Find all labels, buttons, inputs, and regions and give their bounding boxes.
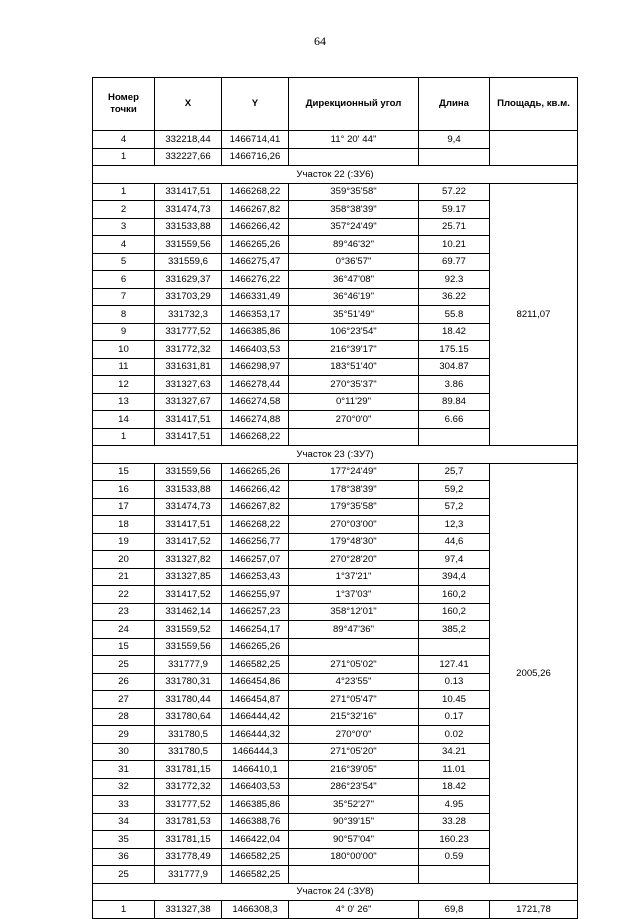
cell-direction-angle: 358°12'01" — [289, 603, 419, 621]
cell-y: 1466454,87 — [222, 691, 289, 709]
cell-direction-angle: 357°24'49" — [289, 218, 419, 236]
cell-direction-angle: 271°05'02" — [289, 656, 419, 674]
cell-direction-angle: 177°24'49" — [289, 463, 419, 481]
cell-point-number: 21 — [93, 568, 155, 586]
cell-length: 127.41 — [419, 656, 490, 674]
cell-x: 331533,88 — [155, 218, 222, 236]
cell-length: 394,4 — [419, 568, 490, 586]
cell-y: 1466582,25 — [222, 656, 289, 674]
cell-length: 18.42 — [419, 778, 490, 796]
cell-y: 1466268,22 — [222, 516, 289, 534]
cell-point-number: 20 — [93, 551, 155, 569]
cell-y: 1466255,97 — [222, 586, 289, 604]
cell-y: 1466403,53 — [222, 778, 289, 796]
table-row — [93, 183, 578, 201]
cell-direction-angle: 270°35'37" — [289, 376, 419, 394]
cell-y: 1466331,49 — [222, 288, 289, 306]
cell-x: 331778,49 — [155, 848, 222, 866]
cell-length — [419, 866, 490, 884]
cell-y: 1466714,41 — [222, 131, 289, 149]
cell-point-number: 35 — [93, 831, 155, 849]
cell-length: 9,4 — [419, 131, 490, 149]
cell-length: 304.87 — [419, 358, 490, 376]
cell-y: 1466266,42 — [222, 218, 289, 236]
cell-direction-angle: 4° 0' 26" — [289, 901, 419, 919]
cell-point-number: 34 — [93, 813, 155, 831]
cell-direction-angle — [289, 148, 419, 166]
cell-y: 1466353,17 — [222, 306, 289, 324]
cell-x: 331777,52 — [155, 323, 222, 341]
cell-x: 331462,14 — [155, 603, 222, 621]
cell-direction-angle: 11° 20' 44" — [289, 131, 419, 149]
cell-x: 331780,5 — [155, 726, 222, 744]
cell-length: 160,2 — [419, 603, 490, 621]
cell-direction-angle: 178°38'39" — [289, 481, 419, 499]
cell-y: 1466253,43 — [222, 568, 289, 586]
header-row — [93, 78, 578, 131]
cell-point-number: 24 — [93, 621, 155, 639]
cell-direction-angle: 286°23'54" — [289, 778, 419, 796]
cell-length: 0.17 — [419, 708, 490, 726]
cell-point-number: 5 — [93, 253, 155, 271]
cell-y: 1466275,47 — [222, 253, 289, 271]
cell-length: 0.02 — [419, 726, 490, 744]
cell-x: 331781,15 — [155, 761, 222, 779]
cell-y: 1466444,3 — [222, 743, 289, 761]
cell-length: 4.95 — [419, 796, 490, 814]
cell-length: 0.59 — [419, 848, 490, 866]
cell-y: 1466582,25 — [222, 848, 289, 866]
cell-direction-angle: 179°35'58" — [289, 498, 419, 516]
cell-x: 331703,29 — [155, 288, 222, 306]
coordinates-table — [92, 77, 578, 919]
cell-length: 34.21 — [419, 743, 490, 761]
cell-y: 1466257,07 — [222, 551, 289, 569]
header-point-number: Номер точки — [93, 78, 155, 131]
cell-point-number: 12 — [93, 376, 155, 394]
cell-length: 33.28 — [419, 813, 490, 831]
cell-length: 59.17 — [419, 201, 490, 219]
cell-point-number: 9 — [93, 323, 155, 341]
cell-direction-angle: 358°38'39" — [289, 201, 419, 219]
cell-x: 331777,52 — [155, 796, 222, 814]
cell-x: 331780,31 — [155, 673, 222, 691]
cell-direction-angle: 1°37'21" — [289, 568, 419, 586]
cell-x: 331417,51 — [155, 183, 222, 201]
cell-direction-angle: 216°39'05" — [289, 761, 419, 779]
cell-direction-angle: 270°0'0" — [289, 411, 419, 429]
cell-point-number: 19 — [93, 533, 155, 551]
cell-point-number: 14 — [93, 411, 155, 429]
table-body — [93, 131, 578, 919]
cell-direction-angle: 89°47'36" — [289, 621, 419, 639]
cell-length — [419, 148, 490, 166]
cell-point-number: 32 — [93, 778, 155, 796]
cell-point-number: 33 — [93, 796, 155, 814]
cell-length: 25,7 — [419, 463, 490, 481]
cell-y: 1466265,26 — [222, 638, 289, 656]
cell-point-number: 4 — [93, 131, 155, 149]
cell-point-number: 26 — [93, 673, 155, 691]
cell-y: 1466444,42 — [222, 708, 289, 726]
cell-direction-angle — [289, 866, 419, 884]
cell-length: 3.86 — [419, 376, 490, 394]
table-row — [93, 131, 578, 149]
cell-point-number: 10 — [93, 341, 155, 359]
cell-y: 1466385,86 — [222, 796, 289, 814]
cell-point-number: 11 — [93, 358, 155, 376]
cell-y: 1466257,23 — [222, 603, 289, 621]
cell-point-number: 36 — [93, 848, 155, 866]
cell-direction-angle: 215°32'16" — [289, 708, 419, 726]
cell-point-number: 13 — [93, 393, 155, 411]
cell-area: 1721,78 — [490, 901, 578, 919]
cell-length: 69.77 — [419, 253, 490, 271]
table-row — [93, 901, 578, 919]
cell-length: 0.13 — [419, 673, 490, 691]
cell-point-number: 15 — [93, 638, 155, 656]
cell-direction-angle: 271°05'20" — [289, 743, 419, 761]
cell-direction-angle: 90°57'04" — [289, 831, 419, 849]
cell-point-number: 3 — [93, 218, 155, 236]
cell-point-number: 28 — [93, 708, 155, 726]
cell-y: 1466276,22 — [222, 271, 289, 289]
cell-x: 331559,56 — [155, 463, 222, 481]
cell-x: 331559,52 — [155, 621, 222, 639]
cell-direction-angle — [289, 638, 419, 656]
cell-y: 1466716,26 — [222, 148, 289, 166]
cell-area: 2005,26 — [490, 463, 578, 883]
cell-length: 6.66 — [419, 411, 490, 429]
cell-length: 36.22 — [419, 288, 490, 306]
table-row — [93, 463, 578, 481]
cell-x: 331417,52 — [155, 586, 222, 604]
cell-direction-angle: 36°46'19" — [289, 288, 419, 306]
header-x: X — [155, 78, 222, 131]
cell-length: 385,2 — [419, 621, 490, 639]
cell-x: 331780,44 — [155, 691, 222, 709]
cell-direction-angle — [289, 428, 419, 446]
cell-length: 69,8 — [419, 901, 490, 919]
cell-direction-angle: 183°51'40" — [289, 358, 419, 376]
cell-x: 331732,3 — [155, 306, 222, 324]
cell-y: 1466298,97 — [222, 358, 289, 376]
cell-point-number: 30 — [93, 743, 155, 761]
cell-y: 1466267,82 — [222, 498, 289, 516]
cell-direction-angle: 216°39'17" — [289, 341, 419, 359]
cell-length: 97,4 — [419, 551, 490, 569]
cell-x: 331417,51 — [155, 516, 222, 534]
cell-point-number: 2 — [93, 201, 155, 219]
cell-length: 55.8 — [419, 306, 490, 324]
cell-y: 1466274,58 — [222, 393, 289, 411]
cell-y: 1466266,42 — [222, 481, 289, 499]
cell-x: 331559,6 — [155, 253, 222, 271]
cell-area: 8211,07 — [490, 183, 578, 446]
cell-length: 10.45 — [419, 691, 490, 709]
cell-direction-angle: 270°03'00" — [289, 516, 419, 534]
cell-direction-angle: 90°39'15" — [289, 813, 419, 831]
cell-length: 89.84 — [419, 393, 490, 411]
section-title: Участок 23 (:ЗУ7) — [93, 446, 578, 464]
cell-x: 331772,32 — [155, 778, 222, 796]
cell-y: 1466254,17 — [222, 621, 289, 639]
header-length: Длина — [419, 78, 490, 131]
cell-point-number: 1 — [93, 183, 155, 201]
cell-point-number: 8 — [93, 306, 155, 324]
cell-point-number: 27 — [93, 691, 155, 709]
cell-direction-angle: 0°36'57" — [289, 253, 419, 271]
cell-direction-angle: 0°11'29" — [289, 393, 419, 411]
cell-y: 1466308,3 — [222, 901, 289, 919]
header-area: Площадь, кв.м. — [490, 78, 578, 131]
cell-x: 331781,15 — [155, 831, 222, 849]
cell-length: 92.3 — [419, 271, 490, 289]
page-number: 64 — [314, 34, 326, 48]
cell-y: 1466274,88 — [222, 411, 289, 429]
cell-length: 44,6 — [419, 533, 490, 551]
cell-x: 331474,73 — [155, 201, 222, 219]
cell-x: 331781,53 — [155, 813, 222, 831]
cell-point-number: 18 — [93, 516, 155, 534]
cell-direction-angle: 35°52'27" — [289, 796, 419, 814]
section-title: Участок 24 (:ЗУ8) — [93, 883, 578, 901]
cell-y: 1466422,04 — [222, 831, 289, 849]
cell-x: 331474,73 — [155, 498, 222, 516]
cell-x: 331327,63 — [155, 376, 222, 394]
cell-y: 1466388,76 — [222, 813, 289, 831]
cell-length: 25.71 — [419, 218, 490, 236]
cell-length: 10.21 — [419, 236, 490, 254]
cell-length: 12,3 — [419, 516, 490, 534]
cell-point-number: 1 — [93, 428, 155, 446]
cell-point-number: 15 — [93, 463, 155, 481]
cell-point-number: 23 — [93, 603, 155, 621]
cell-direction-angle: 270°0'0" — [289, 726, 419, 744]
cell-x: 332227,66 — [155, 148, 222, 166]
header-y: Y — [222, 78, 289, 131]
cell-length: 160,2 — [419, 586, 490, 604]
cell-direction-angle: 270°28'20" — [289, 551, 419, 569]
cell-y: 1466582,25 — [222, 866, 289, 884]
cell-direction-angle: 35°51'49" — [289, 306, 419, 324]
header-direction-angle: Дирекционный угол — [289, 78, 419, 131]
section-title: Участок 22 (:ЗУ6) — [93, 166, 578, 184]
cell-direction-angle: 359°35'58" — [289, 183, 419, 201]
cell-x: 331631,81 — [155, 358, 222, 376]
cell-direction-angle: 1°37'03" — [289, 586, 419, 604]
cell-point-number: 7 — [93, 288, 155, 306]
cell-y: 1466265,26 — [222, 236, 289, 254]
cell-point-number: 6 — [93, 271, 155, 289]
cell-x: 331780,5 — [155, 743, 222, 761]
cell-point-number: 22 — [93, 586, 155, 604]
cell-x: 331559,56 — [155, 638, 222, 656]
cell-x: 331417,51 — [155, 428, 222, 446]
cell-direction-angle: 106°23'54" — [289, 323, 419, 341]
cell-length: 57.22 — [419, 183, 490, 201]
cell-point-number: 1 — [93, 148, 155, 166]
cell-point-number: 4 — [93, 236, 155, 254]
cell-length: 160.23 — [419, 831, 490, 849]
cell-y: 1466265,26 — [222, 463, 289, 481]
cell-point-number: 25 — [93, 866, 155, 884]
cell-length: 175.15 — [419, 341, 490, 359]
cell-y: 1466385,86 — [222, 323, 289, 341]
cell-direction-angle: 36°47'08" — [289, 271, 419, 289]
cell-direction-angle: 179°48'30" — [289, 533, 419, 551]
cell-length: 57,2 — [419, 498, 490, 516]
cell-y: 1466268,22 — [222, 183, 289, 201]
cell-x: 331533,88 — [155, 481, 222, 499]
cell-x: 331777,9 — [155, 866, 222, 884]
cell-direction-angle: 180°00'00" — [289, 848, 419, 866]
cell-y: 1466268,22 — [222, 428, 289, 446]
cell-length: 11.01 — [419, 761, 490, 779]
cell-point-number: 16 — [93, 481, 155, 499]
cell-point-number: 25 — [93, 656, 155, 674]
cell-x: 331629,37 — [155, 271, 222, 289]
cell-x: 332218,44 — [155, 131, 222, 149]
cell-point-number: 29 — [93, 726, 155, 744]
cell-x: 331772,32 — [155, 341, 222, 359]
cell-y: 1466278,44 — [222, 376, 289, 394]
cell-x: 331327,67 — [155, 393, 222, 411]
cell-x: 331780,64 — [155, 708, 222, 726]
cell-y: 1466267,82 — [222, 201, 289, 219]
cell-direction-angle: 4°23'55" — [289, 673, 419, 691]
cell-x: 331777,9 — [155, 656, 222, 674]
cell-y: 1466256,77 — [222, 533, 289, 551]
cell-length: 18.42 — [419, 323, 490, 341]
cell-length — [419, 428, 490, 446]
cell-length — [419, 638, 490, 656]
cell-y: 1466410,1 — [222, 761, 289, 779]
cell-y: 1466444,32 — [222, 726, 289, 744]
cell-point-number: 1 — [93, 901, 155, 919]
cell-y: 1466403,53 — [222, 341, 289, 359]
section-row — [93, 446, 578, 464]
cell-x: 331327,38 — [155, 901, 222, 919]
cell-x: 331417,52 — [155, 533, 222, 551]
cell-point-number: 31 — [93, 761, 155, 779]
cell-point-number: 17 — [93, 498, 155, 516]
cell-direction-angle: 89°46'32" — [289, 236, 419, 254]
cell-area — [490, 131, 578, 166]
cell-x: 331417,51 — [155, 411, 222, 429]
section-row — [93, 166, 578, 184]
cell-x: 331327,85 — [155, 568, 222, 586]
cell-length: 59,2 — [419, 481, 490, 499]
cell-y: 1466454,86 — [222, 673, 289, 691]
cell-direction-angle: 271°05'47" — [289, 691, 419, 709]
section-row — [93, 883, 578, 901]
cell-x: 331327,82 — [155, 551, 222, 569]
cell-x: 331559,56 — [155, 236, 222, 254]
